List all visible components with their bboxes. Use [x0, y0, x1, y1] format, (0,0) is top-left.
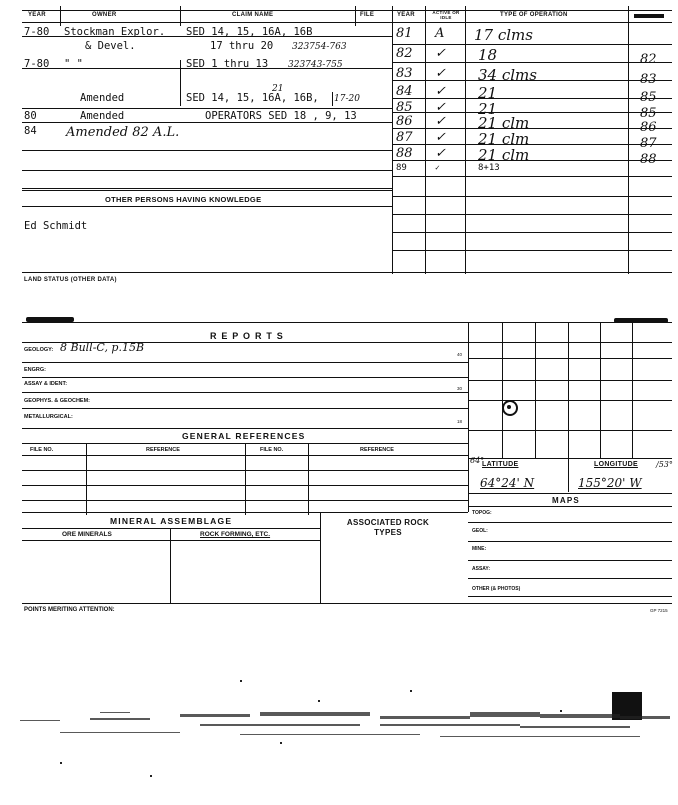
- report-label: ENGRG:: [24, 367, 46, 373]
- scan-noise: [470, 712, 540, 717]
- scan-noise: [200, 724, 360, 726]
- activity-year: 82: [396, 46, 413, 61]
- scan-speck: [410, 690, 412, 692]
- scan-noise: [60, 732, 180, 733]
- mineral-assemblage-heading: MINERAL ASSEMBLAGE: [110, 516, 233, 526]
- rule-line: [180, 60, 181, 106]
- rule-line: [392, 112, 672, 113]
- activity-operation: 21 clm: [478, 146, 530, 164]
- rule-line: [22, 170, 392, 171]
- activity-extra: 86: [640, 120, 657, 135]
- rule-line: [22, 206, 392, 207]
- scan-speck: [560, 710, 562, 712]
- activity-status-check: A: [435, 26, 445, 41]
- associated-rock-types-heading: ASSOCIATED ROCK TYPES: [346, 518, 430, 537]
- rule-line: [392, 144, 672, 145]
- rule-line: [392, 176, 672, 177]
- activity-year: 84: [396, 84, 413, 99]
- rule-line: [392, 80, 672, 81]
- rule-line: [392, 62, 672, 63]
- rule-line: [22, 392, 468, 393]
- report-label: GEOPHYS. & GEOCHEM:: [24, 398, 91, 404]
- rule-line: [22, 540, 320, 541]
- scan-noise: [260, 712, 370, 716]
- activity-status-check: ✓: [435, 114, 446, 129]
- rule-line: [22, 362, 468, 363]
- rule-line: [628, 6, 629, 274]
- latitude-value: 64°24' N: [480, 476, 535, 490]
- owner-row-claim: SED 14, 15, 16A, 16B: [186, 26, 313, 38]
- owner-row-year: 7-80: [24, 26, 50, 38]
- rule-line: [468, 493, 672, 494]
- header-year: YEAR: [28, 12, 46, 18]
- points-meriting-attention: POINTS MERITING ATTENTION:: [24, 607, 115, 613]
- header-claim-name: CLAIM NAME: [232, 12, 274, 18]
- rule-line: [392, 196, 672, 197]
- activity-year: 89: [396, 163, 407, 173]
- rule-line: [392, 232, 672, 233]
- activity-operation: 21: [478, 84, 498, 102]
- location-marker-dot: [507, 405, 511, 409]
- scan-speck: [280, 742, 282, 744]
- rule-line: [392, 44, 672, 45]
- rule-line: [468, 322, 469, 512]
- owner-row-owner: & Devel.: [85, 40, 136, 52]
- rule-line: [22, 377, 468, 378]
- rule-line: [425, 6, 426, 274]
- activity-operation: 21 clm: [478, 114, 530, 132]
- rule-line: [468, 380, 672, 381]
- rule-line: [355, 6, 356, 26]
- rule-line: [22, 150, 392, 151]
- rule-line: [308, 443, 309, 515]
- activity-status-check: ✓: [435, 130, 446, 145]
- owner-row-owner: Amended 82 A.L.: [66, 125, 180, 140]
- ref-header-file-no: FILE NO.: [30, 447, 54, 453]
- rule-line: [468, 358, 672, 359]
- rule-line: [22, 36, 392, 37]
- owner-row-owner: Stockman Explor.: [64, 26, 166, 38]
- rule-line: [22, 455, 468, 456]
- latlong-rule: [468, 458, 672, 459]
- rule-line: [22, 428, 468, 429]
- map-row-label: MINE:: [472, 546, 487, 552]
- activity-status-check: ✓: [435, 66, 446, 81]
- rule-line: [60, 6, 61, 26]
- rule-line: [468, 506, 672, 507]
- rule-line: [22, 188, 392, 189]
- header-type-of-operation: TYPE OF OPERATION: [500, 12, 568, 18]
- activity-extra: 83: [640, 72, 657, 87]
- header-underline: [22, 22, 672, 23]
- rule-line: [465, 6, 466, 274]
- ref-header-file-no-2: FILE NO.: [260, 447, 284, 453]
- rule-line: [468, 522, 672, 523]
- report-number: 40: [457, 352, 463, 357]
- latitude-side-degree: 64°: [470, 456, 485, 465]
- owner-row-year: 80: [24, 110, 37, 122]
- rule-line: [568, 458, 569, 492]
- scan-noise: [240, 734, 420, 735]
- activity-status-check: ✓: [435, 84, 446, 99]
- land-status-rule: [22, 272, 672, 273]
- owner-row-claim: SED 1 thru 13: [186, 58, 269, 70]
- activity-year: 81: [396, 26, 413, 41]
- mineral-top-rule: [22, 512, 468, 513]
- activity-extra: 85: [640, 90, 657, 105]
- rule-line: [468, 578, 672, 579]
- rule-line: [468, 560, 672, 561]
- report-label: GEOLOGY:: [24, 347, 54, 353]
- activity-extra: 87: [640, 136, 657, 151]
- rule-line: [468, 430, 672, 431]
- activity-extra: 82: [640, 52, 657, 67]
- rule-line: [392, 98, 672, 99]
- ref-header-reference-2: REFERENCE: [360, 447, 394, 453]
- rule-line: [22, 408, 468, 409]
- scan-noise: [520, 726, 630, 728]
- rule-line: [22, 470, 468, 471]
- rule-line: [468, 342, 672, 343]
- activity-status-check: ✓: [435, 146, 446, 161]
- other-persons-rule: [22, 190, 392, 191]
- rule-line: [468, 596, 672, 597]
- rule-line: [392, 6, 393, 274]
- owner-row-year: 84: [24, 125, 37, 137]
- owner-row-file: 323743-755: [288, 60, 343, 70]
- scan-speck: [60, 762, 62, 764]
- ref-header-reference: REFERENCE: [146, 447, 180, 453]
- owner-row-claim: OPERATORS SED 18 , 9, 13: [205, 110, 357, 122]
- longitude-value: 155°20' W: [578, 476, 642, 490]
- map-row-label: GEOL:: [472, 528, 488, 534]
- rule-line: [392, 128, 672, 129]
- owner-row-file: 17-20: [334, 94, 360, 104]
- owner-row-claim: SED 14, 15, 16A, 16B,: [186, 92, 319, 104]
- scan-noise: [620, 716, 670, 719]
- owner-row-claim: 17 thru 20: [210, 40, 274, 52]
- land-status-label: LAND STATUS (OTHER DATA): [24, 277, 117, 283]
- activity-operation: 21: [478, 100, 498, 118]
- other-persons-heading: OTHER PERSONS HAVING KNOWLEDGE: [105, 195, 262, 204]
- report-label: ASSAY & IDENT:: [24, 381, 68, 387]
- owner-row-owner: Amended: [80, 110, 125, 122]
- rule-line: [22, 485, 468, 486]
- map-row-label: OTHER (& PHOTOS): [472, 586, 521, 592]
- header-year-2: YEAR: [397, 12, 415, 18]
- report-value: 8 Bull-C, p.15B: [60, 341, 145, 354]
- smudge-mark: [614, 318, 668, 323]
- longitude-side-degree: /53°: [656, 460, 673, 469]
- report-number: 18: [457, 419, 463, 424]
- rule-line: [22, 68, 392, 69]
- activity-status-check: ✓: [435, 163, 440, 172]
- form-number: GP 7215: [650, 608, 668, 613]
- other-person-name: Ed Schmidt: [24, 220, 88, 232]
- scan-noise: [180, 714, 250, 717]
- rule-line: [468, 541, 672, 542]
- scribble-mark: [634, 14, 664, 18]
- owner-row-file: 323754-763: [292, 42, 347, 52]
- rock-forming-heading: ROCK FORMING, ETC.: [200, 531, 271, 538]
- header-file: FILE: [360, 12, 375, 18]
- map-row-label: ASSAY:: [472, 566, 491, 572]
- activity-year: 87: [396, 130, 413, 145]
- activity-status-check: ✓: [435, 100, 446, 115]
- mineral-bottom-rule: [22, 603, 672, 604]
- reports-heading: R E P O R T S: [210, 331, 284, 341]
- rule-line: [392, 160, 672, 161]
- rule-line: [332, 92, 333, 106]
- ore-minerals-heading: ORE MINERALS: [62, 531, 112, 538]
- activity-status-check: ✓: [435, 46, 446, 61]
- activity-operation: 17 clms: [474, 26, 533, 44]
- activity-year: 86: [396, 114, 413, 129]
- activity-extra: 85: [640, 106, 657, 121]
- activity-year: 85: [396, 100, 413, 115]
- rule-line: [392, 250, 672, 251]
- activity-extra: 88: [640, 152, 657, 167]
- scan-noise: [380, 716, 470, 719]
- reports-top-border: [22, 322, 672, 323]
- scan-noise: [440, 736, 640, 737]
- scan-speck: [318, 700, 320, 702]
- report-label: METALLURGICAL:: [24, 414, 73, 420]
- activity-operation: 8+13: [478, 163, 500, 173]
- maps-heading: MAPS: [552, 496, 580, 505]
- scan-noise: [540, 714, 620, 718]
- longitude-label: LONGITUDE: [594, 461, 638, 468]
- scan-noise: [90, 718, 150, 720]
- activity-operation: 34 clms: [478, 66, 537, 84]
- scan-noise: [380, 724, 520, 726]
- scan-speck: [240, 680, 242, 682]
- smudge-mark: [26, 317, 74, 322]
- owner-row-owner: " ": [64, 58, 83, 70]
- general-references-heading: GENERAL REFERENCES: [182, 431, 306, 441]
- rule-line: [22, 108, 392, 109]
- top-border: [22, 10, 672, 11]
- rule-line: [86, 443, 87, 515]
- rule-line: [320, 512, 321, 604]
- rule-line: [245, 443, 246, 515]
- scan-speck: [150, 775, 152, 777]
- report-number: 30: [457, 386, 463, 391]
- activity-operation: 21 clm: [478, 130, 530, 148]
- map-row-label: TOPOG:: [472, 510, 492, 516]
- owner-row-year: 7-80: [24, 58, 50, 70]
- activity-year: 83: [396, 66, 413, 81]
- activity-year: 88: [396, 146, 413, 161]
- rule-line: [180, 6, 181, 26]
- scan-noise: [20, 720, 60, 721]
- owner-row-owner: Amended: [80, 92, 125, 104]
- owner-row-file: 21: [272, 84, 284, 94]
- rule-line: [22, 528, 320, 529]
- header-owner: OWNER: [92, 12, 117, 18]
- rule-line: [392, 214, 672, 215]
- rule-line: [22, 122, 392, 123]
- rule-line: [170, 528, 171, 604]
- scan-noise: [100, 712, 130, 713]
- activity-operation: 18: [478, 46, 498, 64]
- rule-line: [468, 400, 672, 401]
- header-active-idle: ACTIVE OR IDLE: [432, 10, 460, 20]
- rule-line: [22, 500, 468, 501]
- latitude-label: LATITUDE: [482, 461, 519, 468]
